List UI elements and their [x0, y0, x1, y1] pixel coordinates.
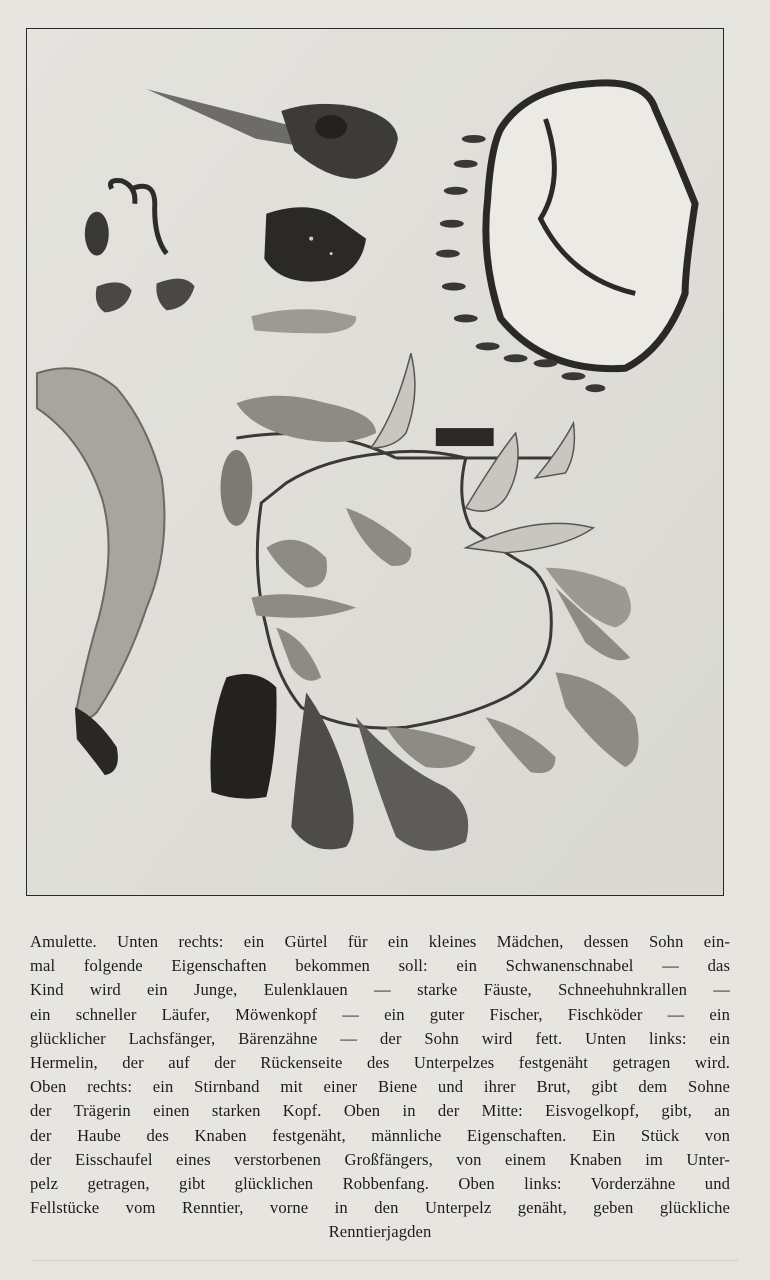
caption-line: Fellstücke vom Renntier, vorne in den Unterpelz genäht, geben glückliche: [30, 1198, 730, 1218]
caption-line: der Trägerin einen starken Kopf. Oben in der Mitte: Eisvogelkopf, gibt, an: [30, 1101, 730, 1121]
caption-line: Kind wird ein Junge, Eulenklauen — starke Fäuste, Schneehuhnkrallen —: [30, 980, 730, 1000]
caption-line: der Haube des Knaben festgenäht, männliche Eigenschaften. Ein Stück von: [30, 1125, 730, 1145]
caption-line: mal folgende Eigenschaften bekommen soll: ein Schwanenschnabel — das: [30, 956, 730, 976]
caption-line: Amulette. Unten rechts: ein Gürtel für ein kleines Mädchen, dessen Sohn ein-: [30, 932, 730, 951]
caption-line: pelz getragen, gibt glücklichen Robbenfang. Oben links: Vorderzähne und: [30, 1174, 730, 1194]
caption-line: Oben rechts: ein Stirnband mit einer Biene und ihrer Brut, gibt dem Sohne: [30, 1077, 730, 1097]
caption-line: glücklicher Lachsfänger, Bärenzähne — der Sohn wird fett. Unten links: ein: [30, 1028, 730, 1048]
caption-line: ein schneller Läufer, Möwenkopf — ein guter Fischer, Fischköder — ein: [30, 1004, 730, 1024]
photo-plate: [26, 28, 724, 896]
caption-line: der Eisschaufel eines verstorbenen Großfängers, von einem Knaben im Unter-: [30, 1149, 730, 1169]
amulets-photograph: [27, 29, 723, 895]
caption-line-final: Renntierjagden: [328, 1222, 432, 1242]
caption: [30, 930, 730, 1245]
page-edge-divider: [32, 1260, 738, 1261]
caption-line: Hermelin, der auf der Rückenseite des Unterpelzes festgenäht getragen wird.: [30, 1053, 730, 1073]
